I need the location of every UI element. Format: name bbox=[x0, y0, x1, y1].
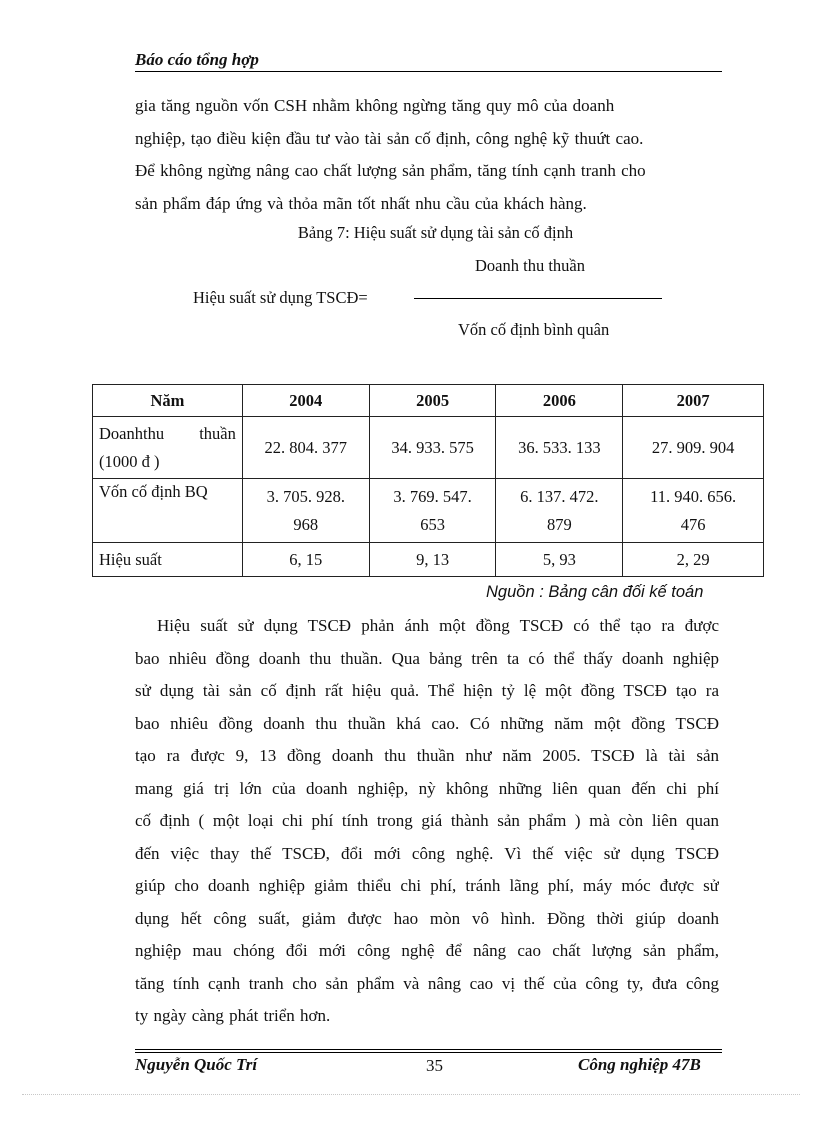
formula-numerator: Doanh thu thuần bbox=[475, 256, 585, 275]
table-row-revenue bbox=[93, 417, 764, 479]
body-line: tăng tính cạnh tranh cho sản phẩm và nâng cao vị thế của công ty, đưa công bbox=[135, 973, 719, 993]
intro-paragraph bbox=[135, 90, 719, 220]
body-line: sử dụng tài sản cố định rất hiệu quả. Thể hiện tỷ lệ một đồng TSCĐ tạo ra bbox=[135, 681, 719, 700]
row-label-part: Doanhthu bbox=[99, 423, 165, 443]
cell-line: 879 bbox=[546, 514, 572, 534]
body-paragraph bbox=[135, 610, 719, 1033]
intro-line: gia tăng nguồn vốn CSH nhằm không ngừng tăng quy mô của doanh bbox=[135, 96, 615, 115]
row-label bbox=[93, 417, 243, 479]
row-label: Hiệu suất bbox=[93, 543, 243, 577]
cell-line: 3. 705. 928. bbox=[266, 486, 345, 506]
header-rule bbox=[135, 71, 722, 72]
intro-line: sản phẩm đáp ứng và thỏa mãn tốt nhất nhu cầu của khách hàng. bbox=[135, 193, 587, 213]
table-header-cell: 2004 bbox=[242, 385, 369, 417]
body-line: mang giá trị lớn của doanh nghiệp, nỳ không những liên quan đến chi phí bbox=[135, 778, 719, 798]
table-cell: 5, 93 bbox=[496, 543, 623, 577]
row-label-line bbox=[99, 420, 236, 448]
table-header-cell: 2006 bbox=[496, 385, 623, 417]
fraction-bar bbox=[414, 298, 662, 299]
formula-label: Hiệu suất sử dụng TSCĐ= bbox=[193, 288, 368, 307]
table-cell: 2, 29 bbox=[623, 543, 764, 577]
body-line: cố định ( một loại chi phí tính trong giá thành sản phẩm ) mà còn liên quan bbox=[135, 811, 719, 830]
body-line: đến việc thay thế TSCĐ, đổi mới công nghệ. Vì thế việc sử dụng TSCĐ bbox=[135, 843, 719, 863]
row-label-part: thuần bbox=[199, 423, 236, 443]
table-cell: 27. 909. 904 bbox=[623, 417, 764, 479]
page-number: 35 bbox=[426, 1056, 443, 1075]
row-label-line: (1000 đ ) bbox=[99, 451, 160, 471]
body-line: bao nhiêu đồng doanh thu thuần khá cao. Có những năm một đồng TSCĐ bbox=[135, 713, 719, 733]
cell-line: 11. 940. 656. bbox=[650, 486, 737, 506]
efficiency-table bbox=[92, 384, 764, 577]
intro-line: nghiệp, tạo điều kiện đầu tư vào tài sản cố định, công nghệ kỹ thuứt cao. bbox=[135, 128, 644, 148]
cell-line: 3. 769. 547. bbox=[393, 486, 472, 506]
intro-line: Để không ngừng nâng cao chất lượng sản phẩm, tăng tính cạnh tranh cho bbox=[135, 161, 646, 180]
body-line: bao nhiêu đồng doanh thu thuần. Qua bảng trên ta có thể thấy doanh nghiệp bbox=[135, 648, 719, 668]
header-title: Báo cáo tổng hợp bbox=[135, 50, 259, 69]
body-line: giúp cho doanh nghiệp giảm thiểu chi phí, tránh lãng phí, máy móc được sử bbox=[135, 876, 719, 895]
table-header-cell: 2007 bbox=[623, 385, 764, 417]
table-header-cell: 2005 bbox=[369, 385, 496, 417]
footer-class: Công nghiệp 47B bbox=[578, 1055, 701, 1074]
table-source: Nguồn : Bảng cân đối kế toán bbox=[486, 583, 704, 601]
table-cell bbox=[623, 479, 764, 543]
table-cell: 9, 13 bbox=[369, 543, 496, 577]
page-bottom-border bbox=[22, 1094, 800, 1095]
table-cell bbox=[496, 479, 623, 543]
body-line: nghiệp mau chóng đổi mới công nghệ để nâng cao chất lượng sản phẩm, bbox=[135, 941, 719, 960]
cell-line: 968 bbox=[293, 514, 319, 534]
body-line: Hiệu suất sử dụng TSCĐ phản ánh một đồng TSCĐ có thể tạo ra được bbox=[157, 616, 719, 635]
table-cell: 36. 533. 133 bbox=[496, 417, 623, 479]
table-row-efficiency bbox=[93, 543, 764, 577]
footer-rule bbox=[135, 1052, 722, 1053]
cell-line: 6. 137. 472. bbox=[520, 486, 599, 506]
table-cell: 22. 804. 377 bbox=[242, 417, 369, 479]
formula-denominator: Vốn cố định bình quân bbox=[458, 320, 610, 339]
table-header-cell: Năm bbox=[93, 385, 243, 417]
footer-rule bbox=[135, 1049, 722, 1050]
body-line: dụng hết công suất, giảm được hao mòn vô hình. Đồng thời giúp doanh bbox=[135, 908, 719, 928]
table-caption: Bảng 7: Hiệu suất sử dụng tài sản cố định bbox=[297, 223, 574, 242]
table-cell: 6, 15 bbox=[242, 543, 369, 577]
table-row-fixed-capital bbox=[93, 479, 764, 543]
table-header-row bbox=[93, 385, 764, 417]
cell-line: 476 bbox=[680, 514, 706, 534]
table-cell bbox=[369, 479, 496, 543]
footer-author: Nguyễn Quốc Trí bbox=[135, 1055, 258, 1074]
table-cell bbox=[242, 479, 369, 543]
row-label: Vốn cố định BQ bbox=[93, 479, 243, 543]
body-line: ty ngày càng phát triển hơn. bbox=[135, 1006, 331, 1025]
table-cell: 34. 933. 575 bbox=[369, 417, 496, 479]
body-line: tạo ra được 9, 13 đồng doanh thu thuần như năm 2005. TSCĐ là tài sản bbox=[135, 746, 719, 765]
cell-line: 653 bbox=[420, 514, 445, 534]
